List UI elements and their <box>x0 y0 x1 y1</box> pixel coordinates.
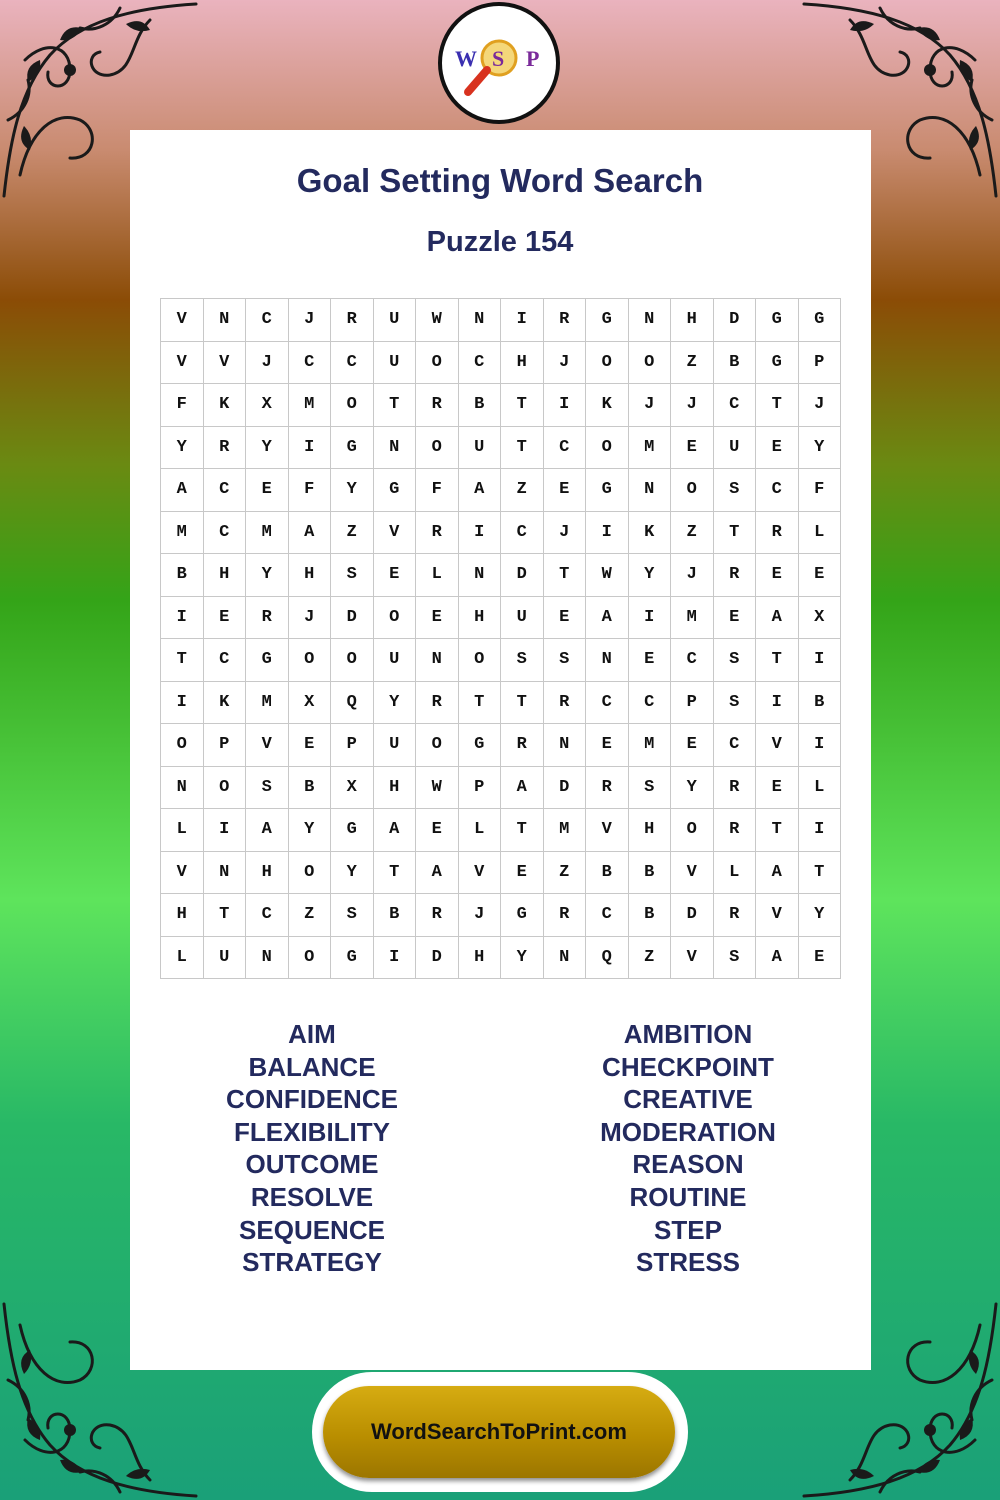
grid-cell[interactable]: Y <box>374 682 417 725</box>
grid-cell[interactable]: R <box>544 894 587 937</box>
grid-cell[interactable]: U <box>204 937 247 980</box>
grid-cell[interactable]: T <box>756 809 799 852</box>
grid-cell[interactable]: R <box>416 682 459 725</box>
grid-cell[interactable]: V <box>671 937 714 980</box>
grid-cell[interactable]: O <box>289 852 332 895</box>
grid-cell[interactable]: W <box>416 767 459 810</box>
grid-cell[interactable]: B <box>799 682 842 725</box>
grid-cell[interactable]: H <box>204 554 247 597</box>
grid-cell[interactable]: E <box>374 554 417 597</box>
word-list-item: FLEXIBILITY <box>234 1116 390 1147</box>
page-title: Goal Setting Word Search <box>296 162 704 199</box>
grid-cell[interactable]: R <box>714 767 757 810</box>
grid-cell[interactable]: H <box>629 809 672 852</box>
grid-cell[interactable]: J <box>544 512 587 555</box>
grid-cell[interactable]: C <box>246 894 289 937</box>
grid-cell[interactable]: A <box>459 469 502 512</box>
word-list-item: SEQUENCE <box>239 1214 385 1245</box>
grid-cell[interactable]: P <box>331 724 374 767</box>
grid-cell[interactable]: T <box>756 384 799 427</box>
grid-cell[interactable]: E <box>544 469 587 512</box>
grid-cell[interactable]: I <box>161 682 204 725</box>
grid-cell[interactable]: T <box>374 384 417 427</box>
grid-cell[interactable]: N <box>586 639 629 682</box>
grid-cell[interactable]: V <box>161 852 204 895</box>
website-button[interactable]: WordSearchToPrint.com <box>323 1386 675 1478</box>
grid-cell[interactable]: E <box>671 427 714 470</box>
grid-cell[interactable]: D <box>331 597 374 640</box>
grid-cell[interactable]: I <box>204 809 247 852</box>
word-list-item: CREATIVE <box>623 1084 753 1115</box>
grid-cell[interactable]: S <box>714 682 757 725</box>
grid-cell[interactable]: S <box>331 554 374 597</box>
grid-cell[interactable]: E <box>501 852 544 895</box>
grid-cell[interactable]: C <box>629 682 672 725</box>
grid-cell[interactable]: S <box>629 767 672 810</box>
letter-grid <box>160 298 841 979</box>
grid-cell[interactable]: T <box>799 852 842 895</box>
word-list-item: CONFIDENCE <box>226 1084 398 1115</box>
grid-cell[interactable]: O <box>204 767 247 810</box>
grid-cell[interactable]: R <box>714 894 757 937</box>
grid-cell[interactable]: C <box>204 639 247 682</box>
grid-cell[interactable]: P <box>459 767 502 810</box>
grid-cell[interactable]: U <box>714 427 757 470</box>
grid-cell[interactable]: D <box>544 767 587 810</box>
word-list-item: AIM <box>288 1019 336 1049</box>
grid-cell[interactable]: O <box>671 469 714 512</box>
grid-cell[interactable]: M <box>246 512 289 555</box>
grid-cell[interactable]: Y <box>799 894 842 937</box>
grid-cell[interactable]: J <box>544 342 587 385</box>
grid-cell[interactable]: G <box>331 427 374 470</box>
grid-cell[interactable]: N <box>416 639 459 682</box>
grid-cell[interactable]: U <box>374 639 417 682</box>
grid-cell[interactable]: Y <box>671 767 714 810</box>
grid-cell[interactable]: V <box>161 342 204 385</box>
grid-cell[interactable]: J <box>671 384 714 427</box>
word-list-right <box>538 1018 838 1279</box>
grid-cell[interactable]: T <box>501 384 544 427</box>
grid-cell[interactable]: D <box>501 554 544 597</box>
grid-cell[interactable]: Q <box>586 937 629 980</box>
grid-cell[interactable]: Y <box>331 852 374 895</box>
grid-cell[interactable]: O <box>374 597 417 640</box>
grid-cell[interactable]: S <box>714 469 757 512</box>
grid-cell[interactable]: H <box>161 894 204 937</box>
grid-cell[interactable]: B <box>629 894 672 937</box>
grid-cell[interactable]: A <box>246 809 289 852</box>
grid-cell[interactable]: C <box>204 512 247 555</box>
grid-cell[interactable]: I <box>756 682 799 725</box>
grid-cell[interactable]: W <box>416 299 459 342</box>
grid-cell[interactable]: G <box>331 937 374 980</box>
grid-cell[interactable]: V <box>246 724 289 767</box>
grid-cell[interactable]: O <box>586 427 629 470</box>
word-list-left <box>162 1018 462 1279</box>
grid-cell[interactable]: C <box>671 639 714 682</box>
word-list-item: STRATEGY <box>242 1247 382 1278</box>
grid-cell[interactable]: U <box>374 342 417 385</box>
grid-cell[interactable]: K <box>204 682 247 725</box>
grid-cell[interactable]: R <box>204 427 247 470</box>
word-list-item: ROUTINE <box>629 1181 747 1212</box>
grid-cell[interactable]: L <box>161 809 204 852</box>
grid-cell[interactable]: N <box>629 299 672 342</box>
grid-cell[interactable]: U <box>374 724 417 767</box>
grid-cell[interactable]: S <box>714 639 757 682</box>
word-list-item: CHECKPOINT <box>602 1051 774 1082</box>
grid-cell[interactable]: C <box>501 512 544 555</box>
grid-cell[interactable]: Y <box>289 809 332 852</box>
grid-cell[interactable]: O <box>416 724 459 767</box>
grid-cell[interactable]: F <box>416 469 459 512</box>
grid-cell[interactable]: E <box>799 554 842 597</box>
grid-cell[interactable]: G <box>586 299 629 342</box>
word-list-item: MODERATION <box>600 1116 776 1147</box>
grid-cell[interactable]: X <box>331 767 374 810</box>
grid-cell[interactable]: I <box>586 512 629 555</box>
grid-cell[interactable]: U <box>459 427 502 470</box>
grid-cell[interactable]: K <box>586 384 629 427</box>
grid-cell[interactable]: B <box>586 852 629 895</box>
grid-cell[interactable]: J <box>289 597 332 640</box>
grid-cell[interactable]: R <box>246 597 289 640</box>
grid-cell[interactable]: Z <box>331 512 374 555</box>
grid-cell[interactable]: J <box>629 384 672 427</box>
grid-cell[interactable]: E <box>416 597 459 640</box>
grid-cell[interactable]: G <box>799 299 842 342</box>
grid-cell[interactable]: G <box>586 469 629 512</box>
grid-cell[interactable]: E <box>671 724 714 767</box>
grid-cell[interactable]: C <box>246 299 289 342</box>
word-list-item: STEP <box>654 1214 722 1245</box>
logo-letter-w: W <box>455 46 477 71</box>
grid-cell[interactable]: H <box>246 852 289 895</box>
grid-cell[interactable]: B <box>289 767 332 810</box>
grid-cell[interactable]: R <box>544 682 587 725</box>
grid-cell[interactable]: L <box>459 809 502 852</box>
grid-cell[interactable]: C <box>544 427 587 470</box>
grid-cell[interactable]: I <box>374 937 417 980</box>
grid-cell[interactable]: M <box>629 724 672 767</box>
grid-cell[interactable]: Q <box>331 682 374 725</box>
grid-cell[interactable]: B <box>161 554 204 597</box>
word-list-item: AMBITION <box>623 1019 753 1049</box>
grid-cell[interactable]: R <box>544 299 587 342</box>
grid-cell[interactable]: A <box>374 809 417 852</box>
grid-cell[interactable]: E <box>289 724 332 767</box>
grid-cell[interactable]: E <box>756 554 799 597</box>
grid-cell[interactable]: R <box>416 512 459 555</box>
grid-cell[interactable]: O <box>331 384 374 427</box>
grid-cell[interactable]: C <box>331 342 374 385</box>
grid-cell[interactable]: I <box>459 512 502 555</box>
grid-cell[interactable]: E <box>756 427 799 470</box>
grid-cell[interactable]: E <box>544 597 587 640</box>
grid-cell[interactable]: L <box>799 767 842 810</box>
grid-cell[interactable]: O <box>586 342 629 385</box>
grid-cell[interactable]: G <box>331 809 374 852</box>
grid-cell[interactable]: N <box>204 852 247 895</box>
grid-cell[interactable]: G <box>501 894 544 937</box>
grid-cell[interactable]: M <box>161 512 204 555</box>
grid-cell[interactable]: T <box>501 809 544 852</box>
grid-cell[interactable]: G <box>246 639 289 682</box>
grid-cell[interactable]: K <box>629 512 672 555</box>
logo-letter-p: P <box>526 46 540 71</box>
grid-cell[interactable]: I <box>289 427 332 470</box>
grid-cell[interactable]: J <box>799 384 842 427</box>
grid-cell[interactable]: N <box>459 554 502 597</box>
grid-cell[interactable]: S <box>331 894 374 937</box>
grid-cell[interactable]: Z <box>289 894 332 937</box>
grid-cell[interactable]: T <box>501 427 544 470</box>
grid-cell[interactable]: D <box>416 937 459 980</box>
grid-cell[interactable]: V <box>756 894 799 937</box>
grid-cell[interactable]: P <box>799 342 842 385</box>
grid-cell[interactable]: Y <box>799 427 842 470</box>
grid-cell[interactable]: M <box>544 809 587 852</box>
grid-cell[interactable]: T <box>459 682 502 725</box>
grid-cell[interactable]: I <box>501 299 544 342</box>
grid-cell[interactable]: E <box>586 724 629 767</box>
grid-cell[interactable]: J <box>246 342 289 385</box>
grid-cell[interactable]: R <box>756 512 799 555</box>
grid-cell[interactable]: J <box>289 299 332 342</box>
grid-cell[interactable]: O <box>459 639 502 682</box>
grid-cell[interactable]: Z <box>544 852 587 895</box>
grid-cell[interactable]: N <box>374 427 417 470</box>
grid-cell[interactable]: A <box>756 937 799 980</box>
grid-cell[interactable]: G <box>756 342 799 385</box>
grid-cell[interactable]: I <box>544 384 587 427</box>
grid-cell[interactable]: M <box>629 427 672 470</box>
grid-cell[interactable]: E <box>629 639 672 682</box>
grid-cell[interactable]: I <box>629 597 672 640</box>
grid-cell[interactable]: L <box>799 512 842 555</box>
grid-cell[interactable]: A <box>161 469 204 512</box>
grid-cell[interactable]: T <box>756 639 799 682</box>
grid-cell[interactable]: V <box>756 724 799 767</box>
word-list-item: REASON <box>632 1149 744 1180</box>
grid-cell[interactable]: O <box>416 427 459 470</box>
grid-cell[interactable]: Z <box>501 469 544 512</box>
grid-cell[interactable]: O <box>289 639 332 682</box>
grid-cell[interactable]: X <box>799 597 842 640</box>
grid-cell[interactable]: B <box>629 852 672 895</box>
grid-cell[interactable]: V <box>204 342 247 385</box>
grid-cell[interactable]: C <box>289 342 332 385</box>
grid-cell[interactable]: C <box>756 469 799 512</box>
grid-cell[interactable]: Y <box>629 554 672 597</box>
grid-cell[interactable]: R <box>501 724 544 767</box>
logo-letter-s: S <box>492 46 505 71</box>
grid-cell[interactable]: V <box>161 299 204 342</box>
grid-cell[interactable]: E <box>246 469 289 512</box>
grid-cell[interactable]: C <box>586 682 629 725</box>
grid-cell[interactable]: N <box>246 937 289 980</box>
grid-cell[interactable]: L <box>714 852 757 895</box>
grid-cell[interactable]: C <box>459 342 502 385</box>
puzzle-number: Puzzle 154 <box>426 226 574 258</box>
grid-cell[interactable]: H <box>501 342 544 385</box>
grid-cell[interactable]: Z <box>671 342 714 385</box>
grid-cell[interactable]: I <box>799 809 842 852</box>
grid-cell[interactable]: B <box>374 894 417 937</box>
grid-cell[interactable]: S <box>714 937 757 980</box>
grid-cell[interactable]: L <box>416 554 459 597</box>
grid-cell[interactable]: H <box>459 597 502 640</box>
grid-cell[interactable]: A <box>289 512 332 555</box>
grid-cell[interactable]: R <box>714 809 757 852</box>
grid-cell[interactable]: J <box>459 894 502 937</box>
grid-cell[interactable]: O <box>289 937 332 980</box>
grid-cell[interactable]: B <box>714 342 757 385</box>
grid-cell[interactable]: K <box>204 384 247 427</box>
grid-cell[interactable]: X <box>289 682 332 725</box>
grid-cell[interactable]: V <box>374 512 417 555</box>
grid-cell[interactable]: V <box>671 852 714 895</box>
grid-cell[interactable]: Y <box>246 554 289 597</box>
grid-cell[interactable]: Y <box>501 937 544 980</box>
grid-cell[interactable]: A <box>586 597 629 640</box>
grid-cell[interactable]: A <box>756 852 799 895</box>
grid-cell[interactable]: V <box>586 809 629 852</box>
grid-cell[interactable]: V <box>459 852 502 895</box>
grid-cell[interactable]: G <box>459 724 502 767</box>
grid-cell[interactable]: Y <box>246 427 289 470</box>
grid-cell[interactable]: H <box>671 299 714 342</box>
grid-cell[interactable]: J <box>671 554 714 597</box>
grid-cell[interactable]: A <box>756 597 799 640</box>
grid-cell[interactable]: Y <box>331 469 374 512</box>
grid-cell[interactable]: D <box>671 894 714 937</box>
grid-cell[interactable]: T <box>204 894 247 937</box>
grid-cell[interactable]: Z <box>671 512 714 555</box>
grid-cell[interactable]: R <box>586 767 629 810</box>
grid-cell[interactable]: L <box>161 937 204 980</box>
grid-cell[interactable]: T <box>714 512 757 555</box>
grid-cell[interactable]: N <box>544 724 587 767</box>
word-list-item: RESOLVE <box>250 1181 374 1212</box>
grid-cell[interactable]: R <box>331 299 374 342</box>
grid-cell[interactable]: O <box>629 342 672 385</box>
grid-cell[interactable]: R <box>416 894 459 937</box>
grid-cell[interactable]: I <box>799 724 842 767</box>
grid-cell[interactable]: N <box>459 299 502 342</box>
grid-cell[interactable]: T <box>161 639 204 682</box>
grid-cell[interactable]: T <box>501 682 544 725</box>
grid-cell[interactable]: R <box>416 384 459 427</box>
grid-cell[interactable]: G <box>374 469 417 512</box>
grid-cell[interactable]: T <box>374 852 417 895</box>
grid-cell[interactable]: E <box>799 937 842 980</box>
grid-cell[interactable]: T <box>544 554 587 597</box>
grid-cell[interactable]: P <box>204 724 247 767</box>
grid-cell[interactable]: F <box>161 384 204 427</box>
grid-cell[interactable]: E <box>416 809 459 852</box>
grid-cell[interactable]: Y <box>161 427 204 470</box>
grid-cell[interactable]: E <box>756 767 799 810</box>
grid-cell[interactable]: F <box>799 469 842 512</box>
grid-cell[interactable]: Z <box>629 937 672 980</box>
grid-cell[interactable]: M <box>671 597 714 640</box>
grid-cell[interactable]: C <box>714 384 757 427</box>
grid-cell[interactable]: H <box>289 554 332 597</box>
grid-cell[interactable]: X <box>246 384 289 427</box>
grid-cell[interactable]: H <box>374 767 417 810</box>
grid-cell[interactable]: C <box>204 469 247 512</box>
grid-cell[interactable]: S <box>501 639 544 682</box>
grid-cell[interactable]: O <box>161 724 204 767</box>
grid-cell[interactable]: N <box>204 299 247 342</box>
grid-cell[interactable]: I <box>799 639 842 682</box>
word-list-item: BALANCE <box>248 1051 376 1082</box>
grid-cell[interactable]: F <box>289 469 332 512</box>
grid-cell[interactable]: O <box>416 342 459 385</box>
grid-cell[interactable]: D <box>714 299 757 342</box>
grid-cell[interactable]: I <box>161 597 204 640</box>
grid-cell[interactable]: N <box>161 767 204 810</box>
grid-cell[interactable]: N <box>629 469 672 512</box>
word-list-item: STRESS <box>635 1247 741 1278</box>
grid-cell[interactable]: C <box>586 894 629 937</box>
grid-cell[interactable]: B <box>459 384 502 427</box>
grid-cell[interactable]: O <box>331 639 374 682</box>
grid-cell[interactable]: S <box>246 767 289 810</box>
word-list-item: OUTCOME <box>245 1149 379 1180</box>
grid-cell[interactable]: A <box>416 852 459 895</box>
grid-cell[interactable]: P <box>671 682 714 725</box>
grid-cell[interactable]: S <box>544 639 587 682</box>
grid-cell[interactable]: C <box>714 724 757 767</box>
grid-cell[interactable]: E <box>204 597 247 640</box>
grid-cell[interactable]: N <box>544 937 587 980</box>
grid-cell[interactable]: H <box>459 937 502 980</box>
grid-cell[interactable]: U <box>374 299 417 342</box>
grid-cell[interactable]: M <box>289 384 332 427</box>
grid-cell[interactable]: W <box>586 554 629 597</box>
grid-cell[interactable]: G <box>756 299 799 342</box>
grid-cell[interactable]: U <box>501 597 544 640</box>
grid-cell[interactable]: A <box>501 767 544 810</box>
grid-cell[interactable]: R <box>714 554 757 597</box>
site-logo[interactable] <box>438 2 560 124</box>
grid-cell[interactable]: M <box>246 682 289 725</box>
grid-cell[interactable]: E <box>714 597 757 640</box>
grid-cell[interactable]: O <box>671 809 714 852</box>
